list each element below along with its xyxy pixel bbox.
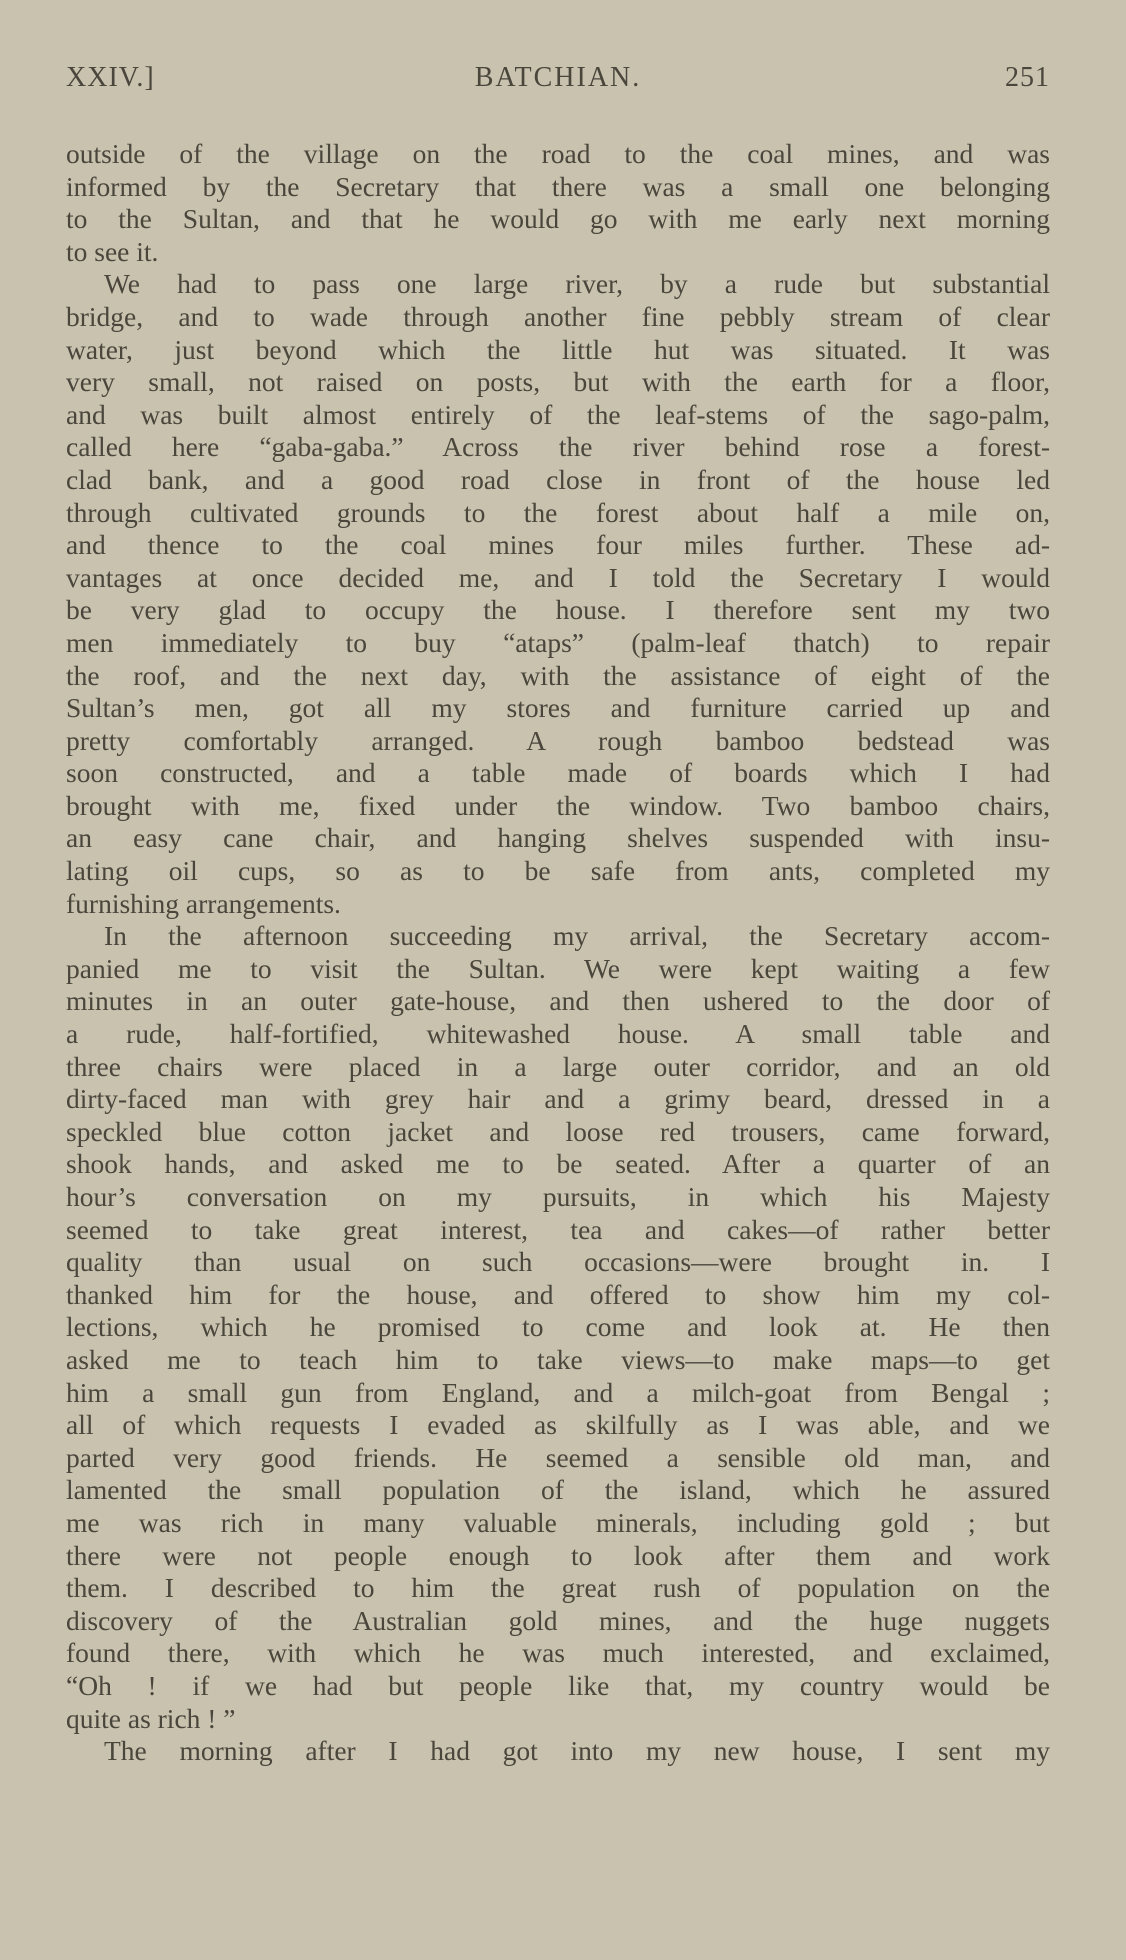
text-line: men immediately to buy “ataps” (palm-leaf thatch) to repair — [66, 626, 1050, 658]
text-line: brought with me, fixed under the window. Two bamboo chairs, — [66, 789, 1050, 821]
body-text — [66, 138, 1050, 1768]
text-line: found there, with which he was much interested, and exclaimed, — [66, 1637, 1050, 1669]
text-line: outside of the village on the road to the coal mines, and was — [66, 138, 1050, 169]
text-line: and was built almost entirely of the leaf-stems of the sago-palm, — [66, 398, 1050, 430]
text-line: shook hands, and asked me to be seated. After a quarter of an — [66, 1148, 1050, 1180]
text-line: lating oil cups, so as to be safe from ants, completed my — [66, 855, 1050, 887]
page-number: 251 — [1005, 62, 1050, 93]
text-line: to see it. — [66, 235, 159, 267]
text-line: asked me to teach him to take views—to make maps—to get — [66, 1343, 1050, 1375]
text-line: to the Sultan, and that he would go with me early next morning — [66, 203, 1050, 235]
text-line: lections, which he promised to come and look at. He then — [66, 1311, 1050, 1343]
text-line: panied me to visit the Sultan. We were kept waiting a few — [66, 952, 1050, 984]
text-line: three chairs were placed in a large outer corridor, and an old — [66, 1050, 1050, 1082]
text-line: informed by the Secretary that there was a small one belonging — [66, 170, 1050, 202]
text-line: called here “gaba-gaba.” Across the river behind rose a forest- — [66, 431, 1050, 463]
text-line: all of which requests I evaded as skilfully as I was able, and we — [66, 1409, 1050, 1441]
text-line: thanked him for the house, and offered to show him my col- — [66, 1278, 1050, 1310]
text-line: The morning after I had got into my new house, I sent my — [104, 1735, 1050, 1767]
text-line: him a small gun from England, and a milch-goat from Bengal ; — [66, 1376, 1050, 1408]
text-line: and thence to the coal mines four miles further. These ad- — [66, 529, 1050, 561]
text-line: “Oh ! if we had but people like that, my country would be — [66, 1669, 1050, 1701]
text-line: minutes in an outer gate-house, and then ushered to the door of — [66, 985, 1050, 1017]
text-line: the roof, and the next day, with the assistance of eight of the — [66, 659, 1050, 691]
text-line: hour’s conversation on my pursuits, in which his Majesty — [66, 1181, 1050, 1212]
text-line: there were not people enough to look after them and work — [66, 1539, 1050, 1571]
chapter-label: XXIV.] — [66, 62, 155, 93]
text-line: be very glad to occupy the house. I therefore sent my two — [66, 594, 1050, 626]
running-header — [66, 62, 1050, 102]
text-line: very small, not raised on posts, but with the earth for a floor, — [66, 366, 1050, 398]
text-line: Sultan’s men, got all my stores and furniture carried up and — [66, 692, 1050, 724]
text-line: clad bank, and a good road close in front of the house led — [66, 463, 1050, 495]
text-line: quality than usual on such occasions—were brought in. I — [66, 1246, 1050, 1278]
text-line: me was rich in many valuable minerals, including gold ; but — [66, 1506, 1050, 1538]
text-line: bridge, and to wade through another fine pebbly stream of clear — [66, 300, 1050, 332]
text-line: through cultivated grounds to the forest about half a mile on, — [66, 496, 1050, 528]
text-line: pretty comfortably arranged. A rough bamboo bedstead was — [66, 724, 1050, 756]
text-line: We had to pass one large river, by a rude but substantial — [104, 268, 1050, 300]
text-line: vantages at once decided me, and I told the Secretary I would — [66, 561, 1050, 593]
text-line: soon constructed, and a table made of boards which I had — [66, 757, 1050, 789]
text-line: In the afternoon succeeding my arrival, the Secretary accom- — [104, 920, 1050, 952]
text-line: dirty-faced man with grey hair and a grimy beard, dressed in a — [66, 1083, 1050, 1115]
text-line: water, just beyond which the little hut was situated. It was — [66, 333, 1050, 365]
text-line: a rude, half-fortified, whitewashed house. A small table and — [66, 1018, 1050, 1050]
text-line: discovery of the Australian gold mines, and the huge nuggets — [66, 1604, 1050, 1636]
text-line: quite as rich ! ” — [66, 1702, 236, 1734]
text-line: seemed to take great interest, tea and cakes—of rather better — [66, 1213, 1050, 1245]
text-line: parted very good friends. He seemed a sensible old man, and — [66, 1441, 1050, 1473]
text-line: speckled blue cotton jacket and loose red trousers, came forward, — [66, 1115, 1050, 1147]
running-title: BATCHIAN. — [474, 62, 642, 93]
text-line: furnishing arrangements. — [66, 887, 341, 919]
text-line: lamented the small population of the island, which he assured — [66, 1474, 1050, 1506]
text-line: an easy cane chair, and hanging shelves suspended with insu- — [66, 822, 1050, 854]
text-line: them. I described to him the great rush of population on the — [66, 1572, 1050, 1604]
